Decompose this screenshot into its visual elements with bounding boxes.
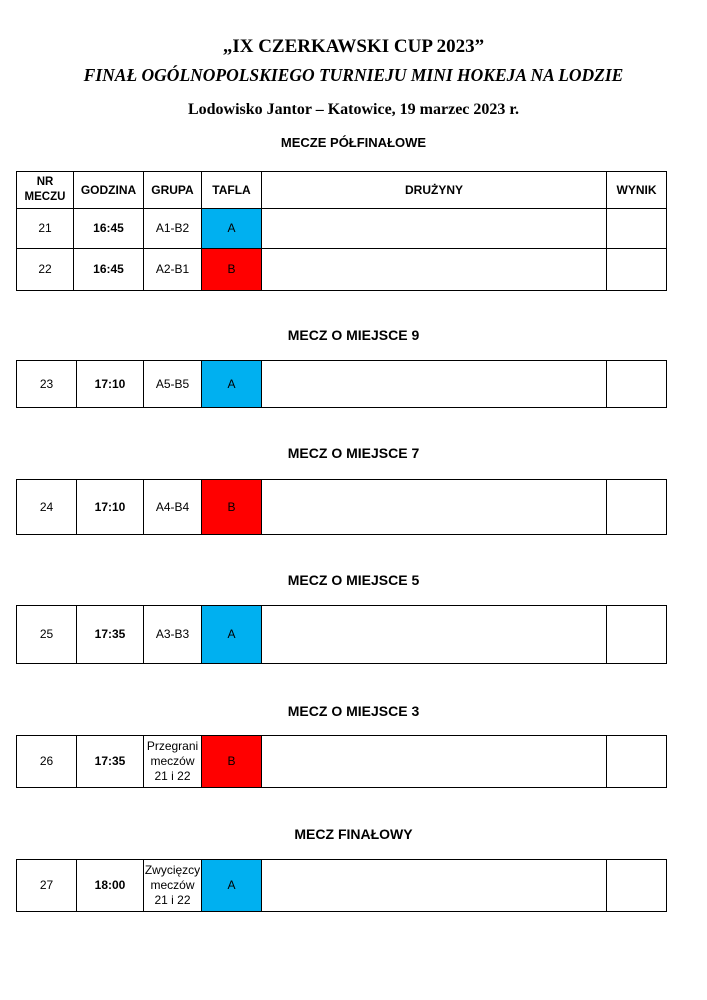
section-heading-semifinals: MECZE PÓŁFINAŁOWE: [280, 135, 427, 150]
match-group: A1-B2: [144, 209, 202, 249]
match-teams: [262, 606, 607, 664]
match-result: [607, 736, 667, 788]
match-number: 21: [17, 209, 74, 249]
table-row: [17, 480, 667, 535]
match-group: A4-B4: [144, 480, 202, 535]
table-row: [17, 860, 667, 912]
match-time: 17:35: [77, 736, 144, 788]
match-teams: [262, 480, 607, 535]
match-number: 26: [17, 736, 77, 788]
match-rink: B: [202, 249, 262, 291]
match-teams: [262, 209, 607, 249]
match-number: 27: [17, 860, 77, 912]
col-header-result: WYNIK: [607, 172, 667, 209]
section-heading-place-3: MECZ O MIEJSCE 3: [287, 703, 420, 719]
place-7-table: [16, 479, 667, 535]
match-result: [607, 209, 667, 249]
event-title: „IX CZERKAWSKI CUP 2023”: [222, 36, 485, 57]
match-time: 18:00: [77, 860, 144, 912]
match-teams: [262, 361, 607, 408]
match-rink: A: [202, 361, 262, 408]
event-subtitle: FINAŁ OGÓLNOPOLSKIEGO TURNIEJU MINI HOKEJA NA LODZIE: [83, 65, 624, 85]
section-heading-final: MECZ FINAŁOWY: [294, 826, 413, 842]
col-header-nr: NR MECZU: [17, 172, 74, 209]
semifinals-table: [16, 171, 667, 291]
final-table: [16, 859, 667, 912]
match-group: A3-B3: [144, 606, 202, 664]
match-result: [607, 480, 667, 535]
match-teams: [262, 736, 607, 788]
table-row: [17, 209, 667, 249]
place-3-table: [16, 735, 667, 788]
table-header-row: [17, 172, 667, 209]
match-result: [607, 361, 667, 408]
match-time: 16:45: [74, 209, 144, 249]
match-number: 23: [17, 361, 77, 408]
match-result: [607, 249, 667, 291]
section-heading-place-9: MECZ O MIEJSCE 9: [287, 327, 420, 343]
match-time: 17:35: [77, 606, 144, 664]
col-header-teams: DRUŻYNY: [262, 172, 607, 209]
table-row: [17, 249, 667, 291]
match-teams: [262, 860, 607, 912]
col-header-group: GRUPA: [144, 172, 202, 209]
match-rink: A: [202, 606, 262, 664]
match-group: Zwycięzcy meczów 21 i 22: [144, 860, 202, 912]
match-group: A2-B1: [144, 249, 202, 291]
table-row: [17, 361, 667, 408]
col-header-rink: TAFLA: [202, 172, 262, 209]
match-result: [607, 860, 667, 912]
match-result: [607, 606, 667, 664]
match-group: Przegrani meczów 21 i 22: [144, 736, 202, 788]
col-header-time: GODZINA: [74, 172, 144, 209]
match-time: 16:45: [74, 249, 144, 291]
match-rink: B: [202, 736, 262, 788]
place-5-table: [16, 605, 667, 664]
match-teams: [262, 249, 607, 291]
match-rink: A: [202, 860, 262, 912]
match-rink: A: [202, 209, 262, 249]
section-heading-place-5: MECZ O MIEJSCE 5: [287, 572, 420, 588]
match-number: 22: [17, 249, 74, 291]
match-rink: B: [202, 480, 262, 535]
table-row: [17, 736, 667, 788]
match-number: 25: [17, 606, 77, 664]
match-group: A5-B5: [144, 361, 202, 408]
match-time: 17:10: [77, 361, 144, 408]
table-row: [17, 606, 667, 664]
place-9-table: [16, 360, 667, 408]
match-number: 24: [17, 480, 77, 535]
section-heading-place-7: MECZ O MIEJSCE 7: [287, 445, 420, 461]
match-time: 17:10: [77, 480, 144, 535]
venue-date: Lodowisko Jantor – Katowice, 19 marzec 2023 r.: [187, 101, 520, 118]
